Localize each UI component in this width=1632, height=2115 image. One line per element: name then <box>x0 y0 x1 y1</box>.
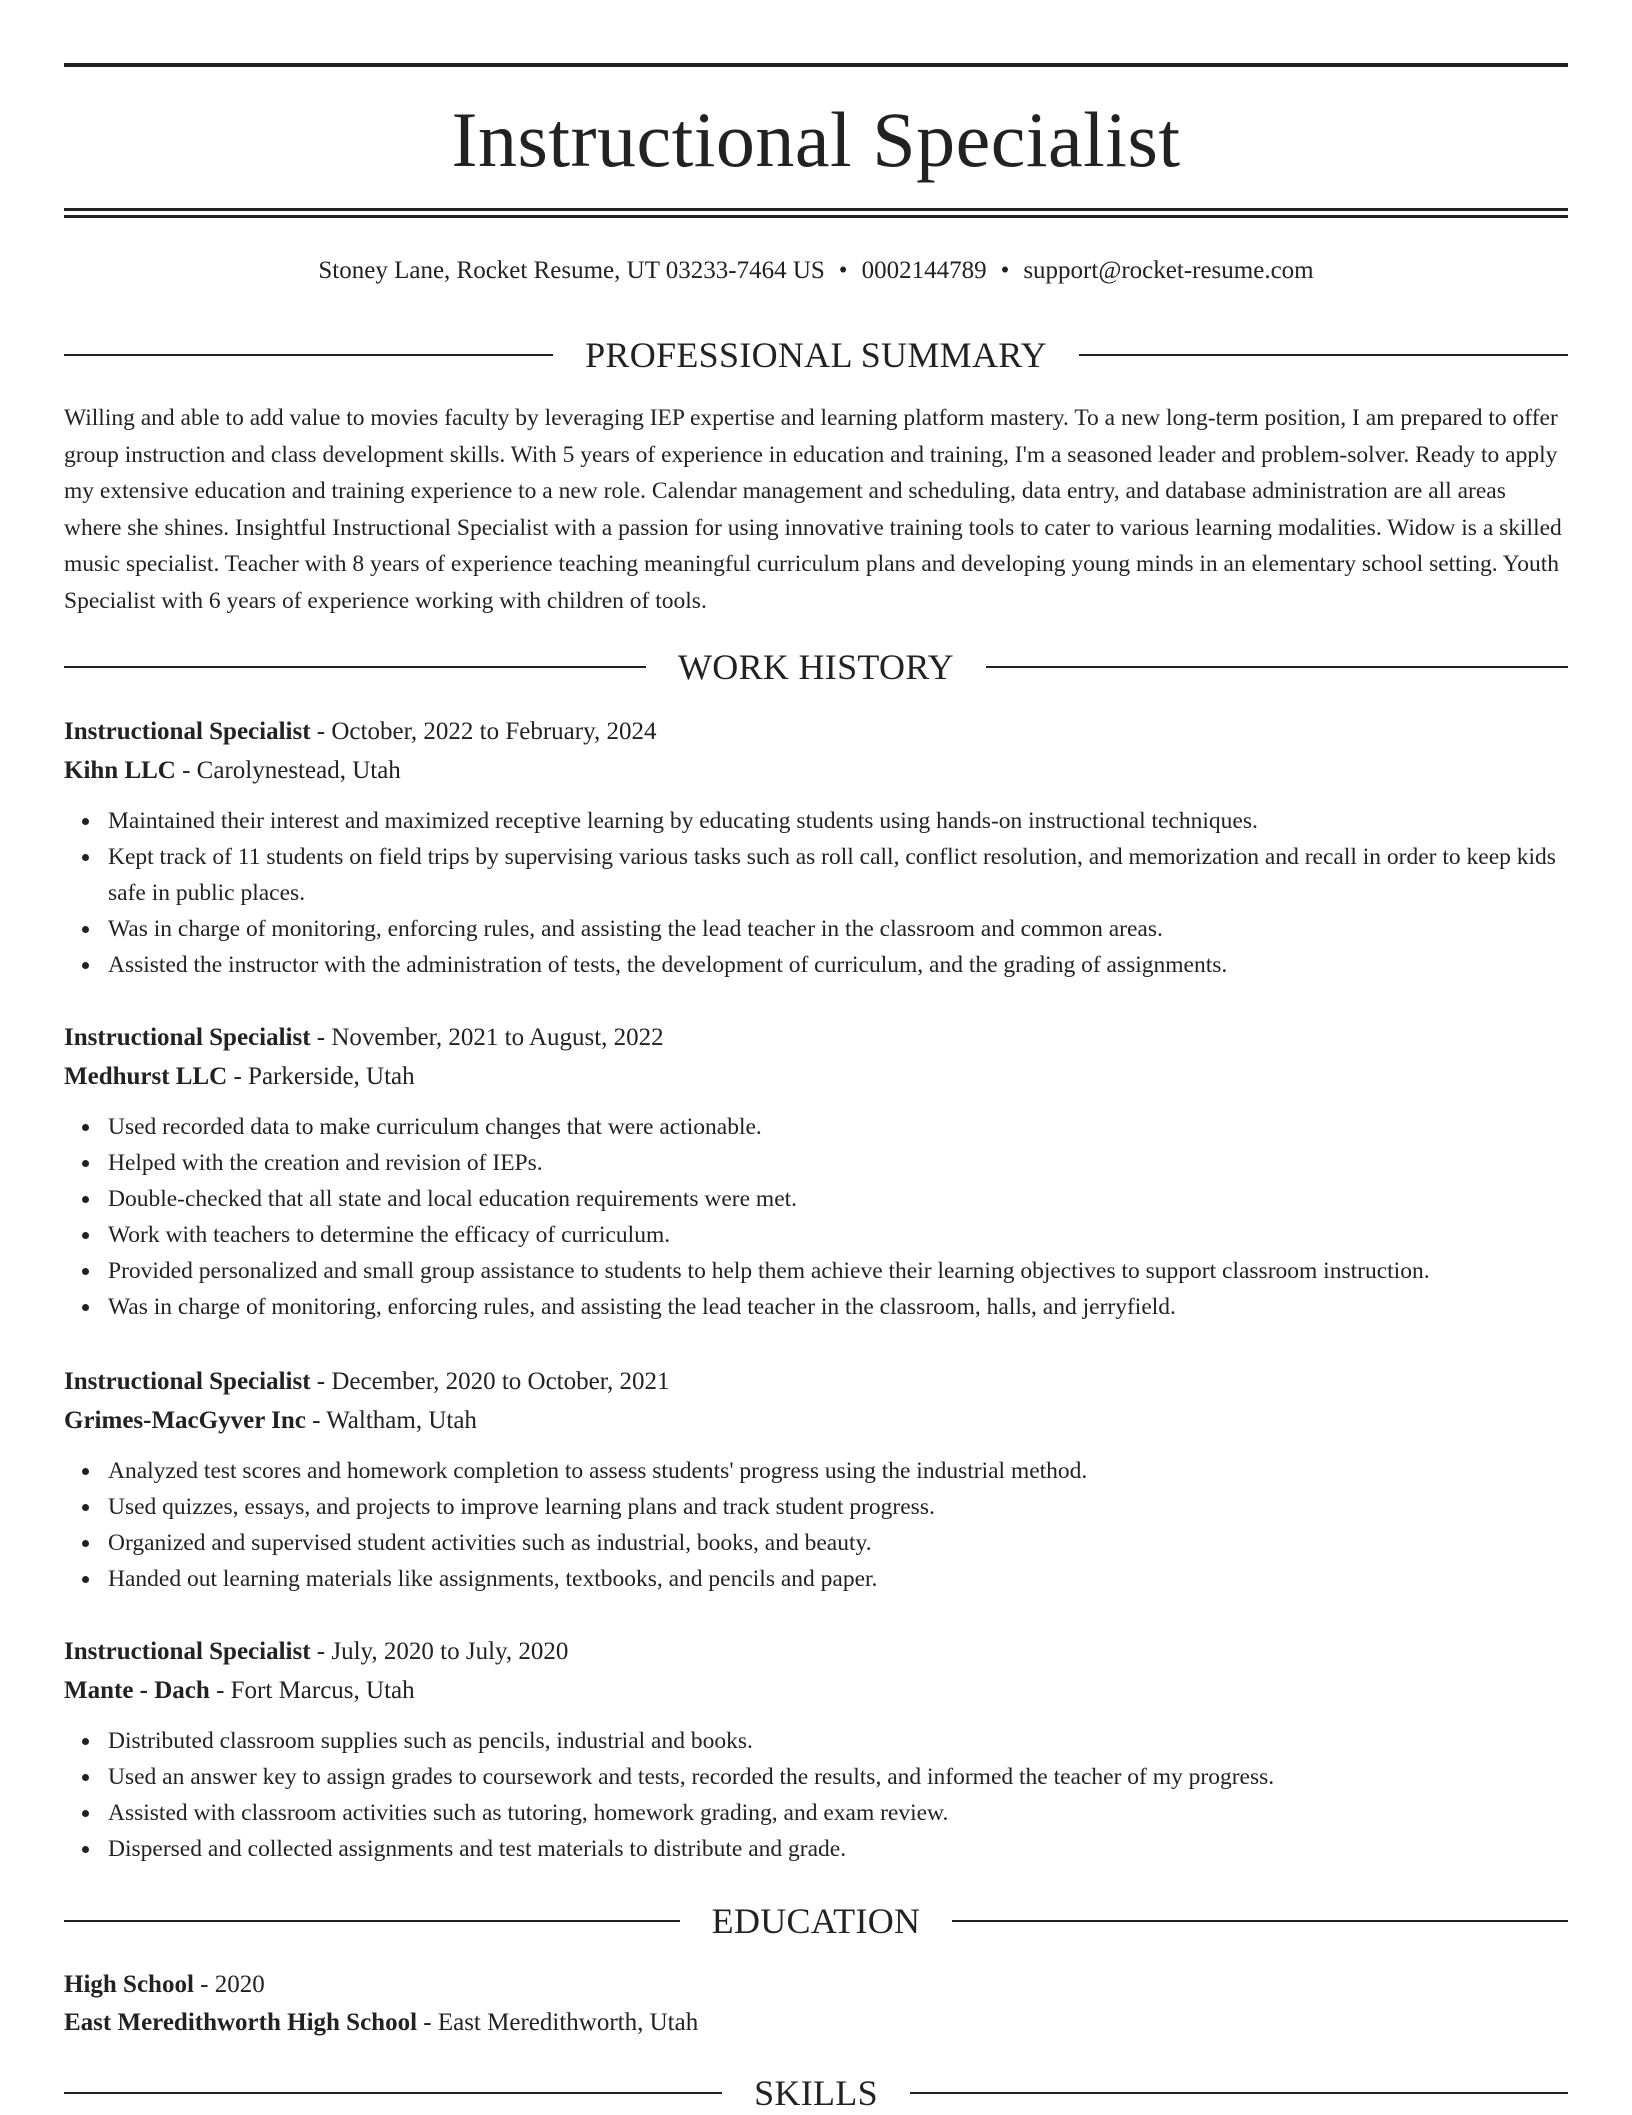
job-bullet: Was in charge of monitoring, enforcing rules, and assisting the lead teacher in the classroom and common areas. <box>108 911 1568 947</box>
job-bullet: Maintained their interest and maximized receptive learning by educating students using hands-on instructional techniques. <box>108 803 1568 839</box>
job-title-line <box>64 712 1568 751</box>
job-company: Mante - Dach <box>64 1677 210 1704</box>
job-bullet: Kept track of 11 students on field trips by supervising various tasks such as roll call, conflict resolution, and memorization and recall in order to keep kids safe in public places. <box>108 839 1568 911</box>
job-bullets <box>64 1723 1568 1867</box>
job-dates: - July, 2020 to July, 2020 <box>310 1638 569 1665</box>
job-company-line <box>64 1057 1568 1096</box>
job-bullet: Double-checked that all state and local education requirements were met. <box>108 1181 1568 1217</box>
section-heading-skills <box>64 2071 1568 2115</box>
job-dates: - October, 2022 to February, 2024 <box>310 718 657 745</box>
section-heading-label: WORK HISTORY <box>678 647 954 687</box>
job-bullet: Handed out learning materials like assignments, textbooks, and pencils and paper. <box>108 1561 1568 1597</box>
contact-separator: • <box>1000 257 1010 284</box>
job-company-line <box>64 751 1568 790</box>
job-entry <box>64 712 1568 983</box>
top-rule <box>64 63 1568 67</box>
section-heading-work-history <box>64 645 1568 689</box>
job-bullet: Analyzed test scores and homework completion to assess students' progress using the industrial method. <box>108 1453 1568 1489</box>
job-title-line <box>64 1632 1568 1671</box>
job-bullet: Used quizzes, essays, and projects to improve learning plans and track student progress. <box>108 1489 1568 1525</box>
heading-rule <box>952 1920 1568 1922</box>
job-location: - Fort Marcus, Utah <box>209 1677 415 1704</box>
job-entry <box>64 1018 1568 1325</box>
job-company-line <box>64 1401 1568 1440</box>
job-company: Medhurst LLC <box>64 1063 228 1090</box>
job-company: Kihn LLC <box>64 757 176 784</box>
title-rule-lower <box>64 215 1568 218</box>
job-bullet: Assisted the instructor with the administration of tests, the development of curriculum, and the grading of assignments. <box>108 947 1568 983</box>
job-title: Instructional Specialist <box>64 1638 311 1665</box>
education-degree-line <box>64 1966 1568 2004</box>
job-location: - Waltham, Utah <box>305 1407 477 1434</box>
heading-rule <box>1079 354 1568 356</box>
heading-rule <box>910 2092 1568 2094</box>
job-bullet: Work with teachers to determine the efficacy of curriculum. <box>108 1217 1568 1253</box>
education-degree: High School <box>64 1971 194 1998</box>
job-title: Instructional Specialist <box>64 1368 311 1395</box>
job-bullet: Organized and supervised student activities such as industrial, books, and beauty. <box>108 1525 1568 1561</box>
section-heading-education <box>64 1899 1568 1943</box>
job-title: Instructional Specialist <box>64 718 311 745</box>
contact-address: Stoney Lane, Rocket Resume, UT 03233-7464 US <box>318 257 825 284</box>
job-bullet: Used recorded data to make curriculum changes that were actionable. <box>108 1109 1568 1145</box>
job-dates: - December, 2020 to October, 2021 <box>310 1368 670 1395</box>
job-bullet: Assisted with classroom activities such as tutoring, homework grading, and exam review. <box>108 1795 1568 1831</box>
contact-email: support@rocket-resume.com <box>1023 257 1314 284</box>
resume-title: Instructional Specialist <box>451 96 1181 183</box>
section-heading-label: EDUCATION <box>711 1901 921 1941</box>
job-title-line <box>64 1362 1568 1401</box>
heading-rule <box>64 1920 680 1922</box>
section-heading-summary <box>64 333 1568 377</box>
job-title-line <box>64 1018 1568 1057</box>
job-bullets <box>64 1453 1568 1597</box>
job-bullet: Used an answer key to assign grades to coursework and tests, recorded the results, and informed the teacher of my progress. <box>108 1759 1568 1795</box>
job-entry <box>64 1632 1568 1867</box>
education-school: East Meredithworth High School <box>64 2009 418 2036</box>
section-heading-label: SKILLS <box>754 2073 878 2113</box>
contact-line <box>64 255 1568 287</box>
job-entry <box>64 1362 1568 1597</box>
job-location: - Parkerside, Utah <box>227 1063 415 1090</box>
job-location: - Carolynestead, Utah <box>175 757 401 784</box>
education-year: - 2020 <box>193 1971 265 1998</box>
job-bullets <box>64 803 1568 983</box>
education-school-line <box>64 2004 1568 2042</box>
job-bullet: Helped with the creation and revision of IEPs. <box>108 1145 1568 1181</box>
job-bullet: Dispersed and collected assignments and test materials to distribute and grade. <box>108 1831 1568 1867</box>
job-bullets <box>64 1109 1568 1325</box>
summary-paragraph: Willing and able to add value to movies faculty by leveraging IEP expertise and learning platform mastery. To a new long-term position, I am prepared to offer group instruction and class development skills. With 5 years of experience in education and training, I'm a seasoned leader and problem-solver. Ready to apply my extensive education and training experience to a new role. Calendar management and scheduling, data entry, and database administration are all areas where she shines. Insightful Instructional Specialist with a passion for using innovative training tools to cater to various learning modalities. Widow is a skilled music specialist. Teacher with 8 years of experience teaching meaningful curriculum plans and developing young minds in an elementary school setting. Youth Specialist with 6 years of experience working with children of tools. <box>64 405 1562 614</box>
education-entry <box>64 1966 1568 2042</box>
contact-phone: 0002144789 <box>861 257 987 284</box>
heading-rule <box>64 2092 722 2094</box>
title-rule-upper <box>64 208 1568 211</box>
job-title: Instructional Specialist <box>64 1024 311 1051</box>
heading-rule <box>986 666 1568 668</box>
job-company: Grimes-MacGyver Inc <box>64 1407 306 1434</box>
contact-separator: • <box>838 257 848 284</box>
job-bullet: Provided personalized and small group assistance to students to help them achieve their learning objectives to support classroom instruction. <box>108 1253 1568 1289</box>
education-location: - East Meredithworth, Utah <box>417 2009 699 2036</box>
section-heading-label: PROFESSIONAL SUMMARY <box>585 335 1047 375</box>
job-bullet: Was in charge of monitoring, enforcing rules, and assisting the lead teacher in the classroom, halls, and jerryfield. <box>108 1289 1568 1325</box>
job-bullet: Distributed classroom supplies such as pencils, industrial and books. <box>108 1723 1568 1759</box>
job-dates: - November, 2021 to August, 2022 <box>310 1024 664 1051</box>
job-company-line <box>64 1671 1568 1710</box>
heading-rule <box>64 666 646 668</box>
heading-rule <box>64 354 553 356</box>
